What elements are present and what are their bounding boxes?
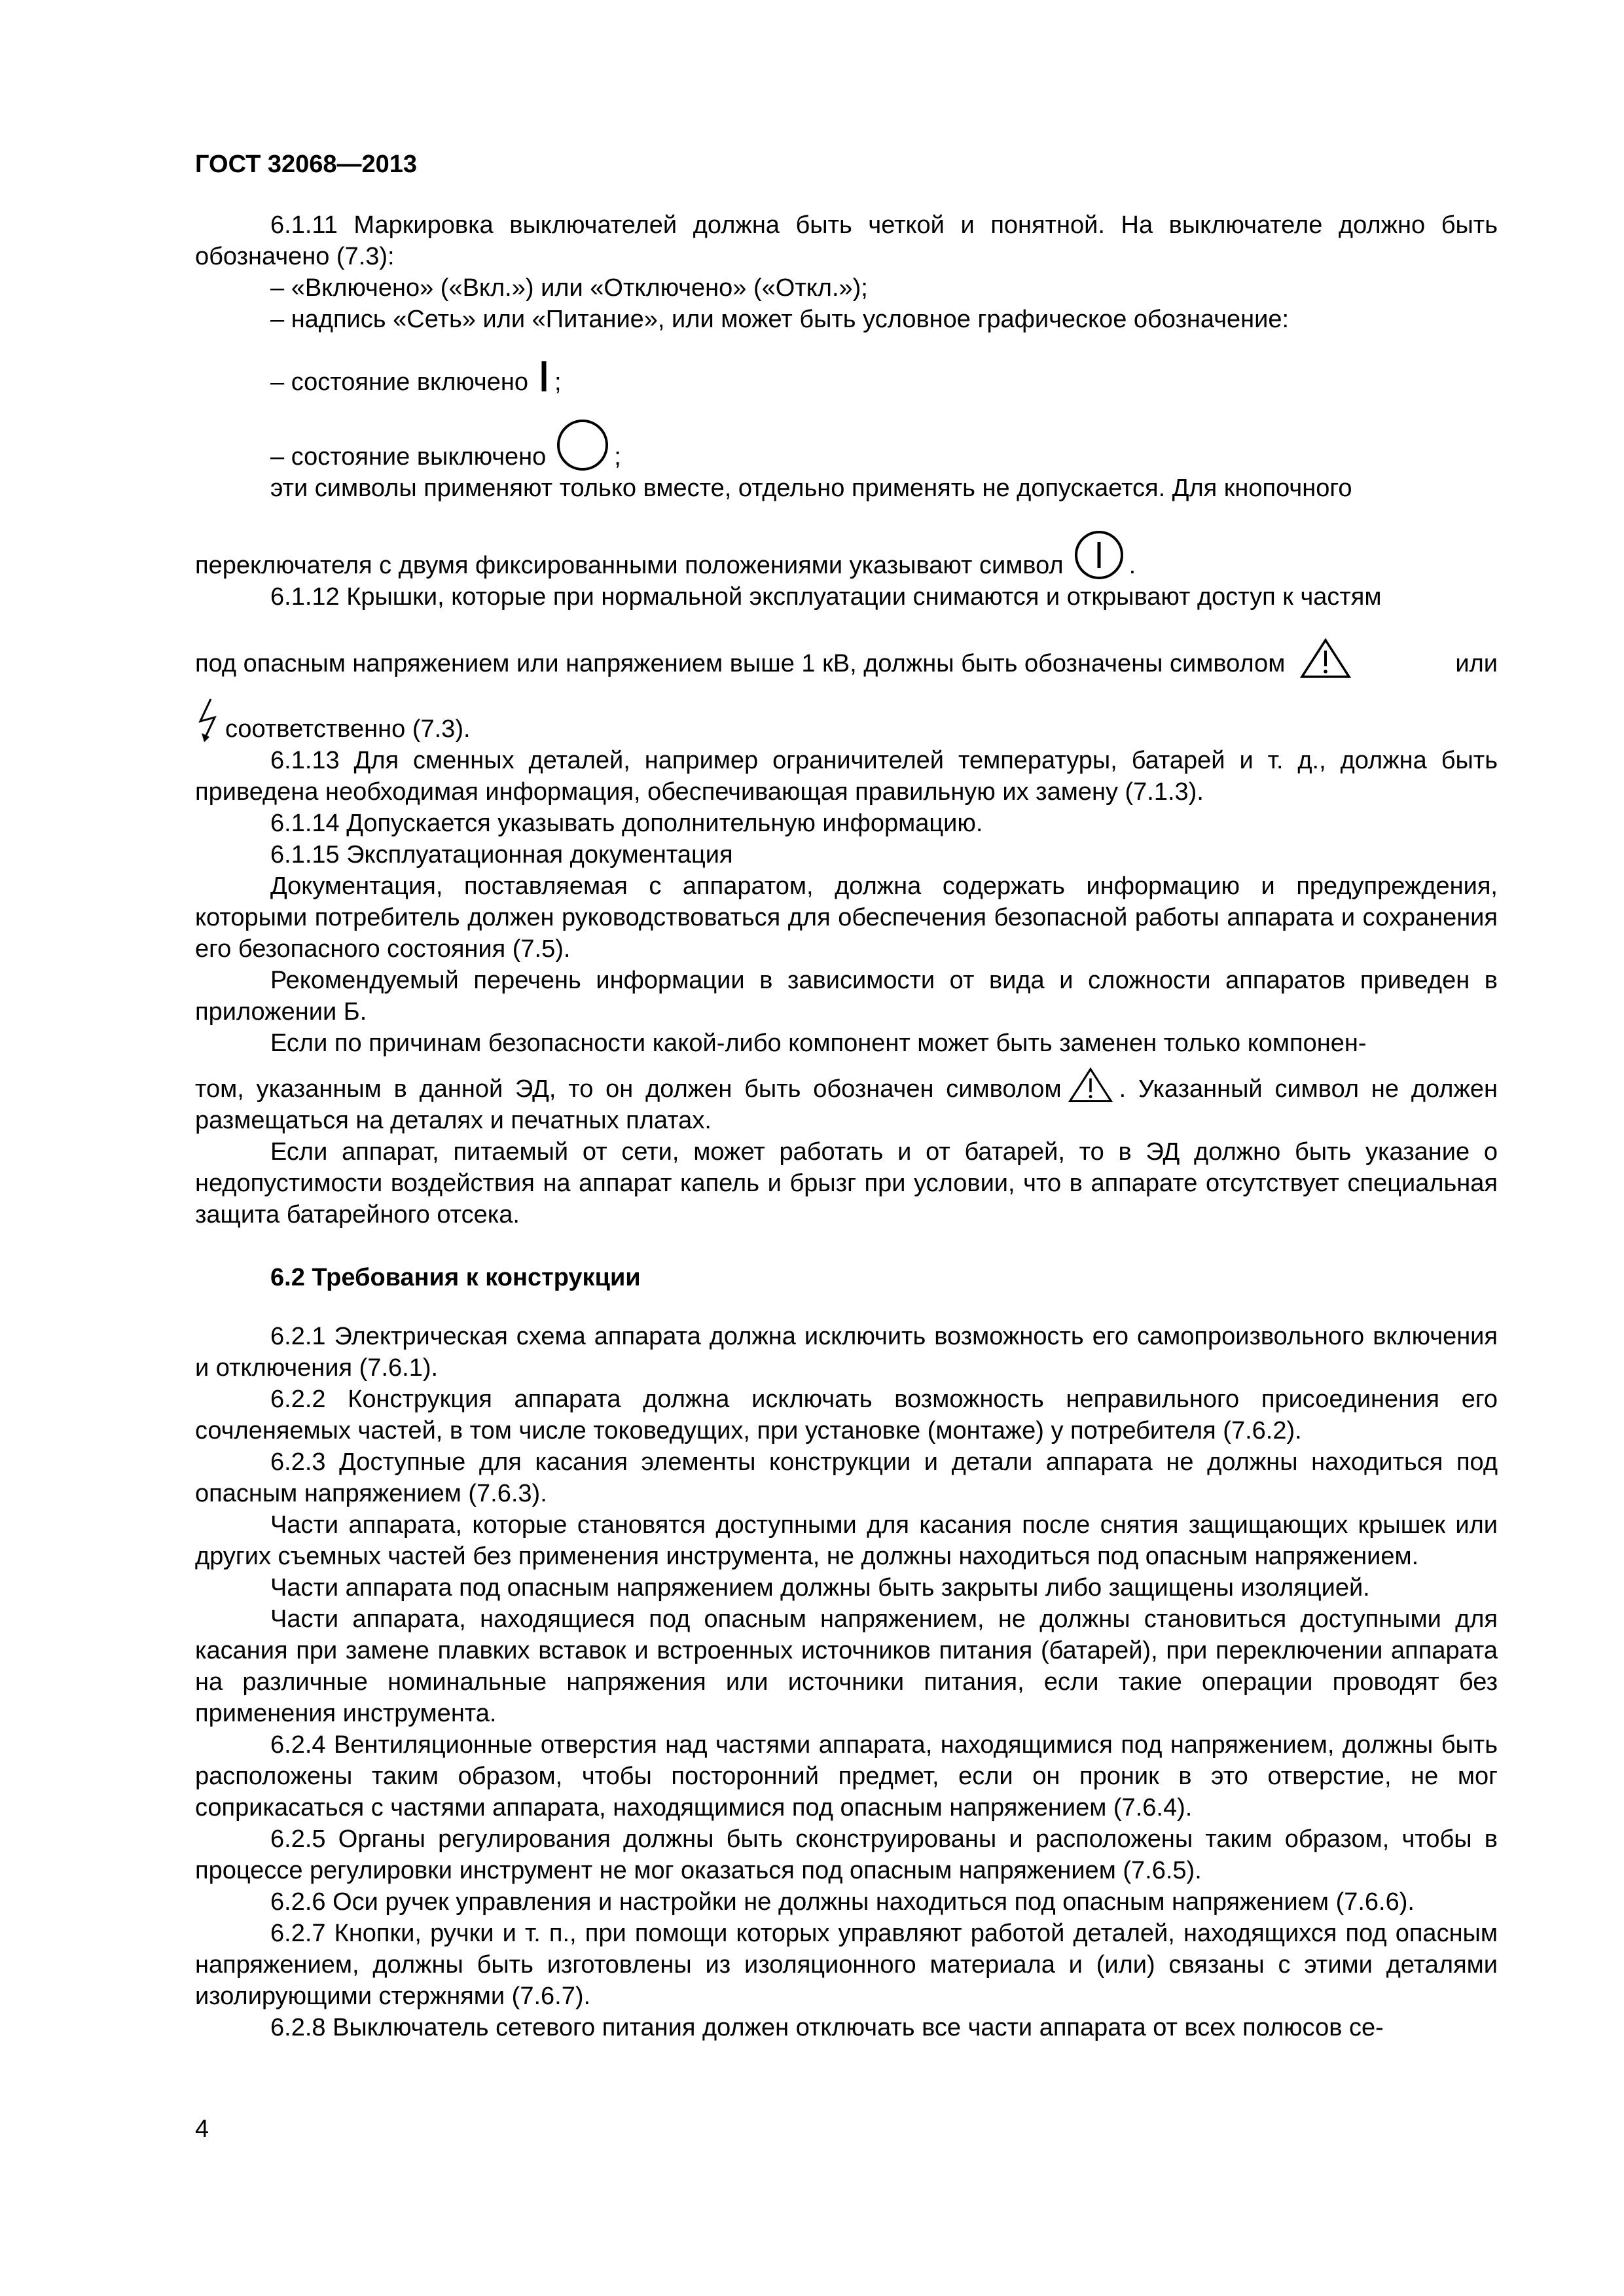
warning-triangle-icon: [1299, 637, 1352, 679]
state-off-line: [195, 418, 1498, 473]
clause-6-1-12-line2: [195, 637, 1498, 679]
documentation-paragraph-4: Если аппарат, питаемый от сети, может работать и от батарей, то в ЭД должно быть указание о недопустимости воздействия на аппарат капель и брызг при условии, что в аппарате отсутствует специальная защита батарейного отсека.: [195, 1138, 1498, 1229]
state-on-line: [195, 359, 1498, 398]
documentation-paragraph-3-rest: [195, 1067, 1498, 1136]
page-number: 4: [195, 2115, 209, 2143]
power-on-symbol-icon: [537, 359, 550, 398]
dot: .: [1128, 552, 1136, 579]
clause-6-2-1: 6.2.1 Электрическая схема аппарата должна исключить возможность его самопроизвольного включения и отключения (7.6.1).: [195, 1323, 1498, 1382]
clause-6-2-3-c: Части аппарата под опасным напряжением должны быть закрыты либо защищены изоляцией.: [270, 1574, 1370, 1602]
clause-6-1-12-line2-text: под опасным напряжением или напряжением выше 1 кВ, должны быть обозначены символом: [195, 650, 1286, 677]
clause-6-2-2: 6.2.2 Конструкция аппарата должна исключать возможность неправильного присоединения его сочленяемых частей, в том числе токоведущих, при установке (монтаже) у потребителя (7.6.2).: [195, 1386, 1498, 1444]
clause-6-2-3: 6.2.3 Доступные для касания элементы конструкции и детали аппарата не должны находиться под опасным напряжением (7.6.3).: [195, 1448, 1498, 1507]
documentation-paragraph-1: Документация, поставляемая с аппаратом, должна содержать информацию и предупреждения, которыми потребитель должен руководствоваться для обеспечения безопасной работы аппарата и сохранения его безопасного состояния (7.5).: [195, 872, 1498, 963]
clause-6-1-14: 6.1.14 Допускается указывать дополнительную информацию.: [270, 810, 983, 837]
state-on-label: – состояние включено: [270, 368, 528, 396]
clause-6-1-11: 6.1.11 Маркировка выключателей должна быть четкой и понятной. На выключателе должно быть обозначено (7.3):: [195, 211, 1498, 270]
clause-6-2-3-d: Части аппарата, находящиеся под опасным напряжением, не должны становиться доступными для касания при замене плавких вставок и встроенных источников питания (батарей), при переключении аппарата на различные номинальные напряжения или источники питания, если такие операции проводят без применения инструмента.: [195, 1605, 1498, 1727]
semicolon: ;: [554, 368, 562, 396]
high-voltage-lightning-icon: [195, 696, 221, 745]
clause-6-2-7: 6.2.7 Кнопки, ручки и т. п., при помощи которых управляют работой деталей, находящихся под опасным напряжением, должны быть изготовлены из изоляционного материала и (или) связаны с этими деталями изолирующими стержнями (7.6.7).: [195, 1920, 1498, 2010]
clause-6-1-12: 6.1.12 Крышки, которые при нормальной эксплуатации снимаются и открывают доступ к частям: [270, 583, 1382, 611]
page-content: [195, 209, 1498, 2043]
clause-6-1-12-line3: [195, 696, 1498, 745]
section-title-6-2: 6.2 Требования к конструкции: [270, 1264, 641, 1291]
clause-6-2-8: 6.2.8 Выключатель сетевого питания должен отключать все части аппарата от всех полюсов се-: [270, 2014, 1384, 2041]
documentation-paragraph-3-line2a: том, указанным в данной ЭД, то он должен быть обозначен символом: [195, 1075, 1062, 1103]
push-button-line: [195, 529, 1498, 581]
document-header: ГОСТ 32068—2013: [195, 151, 418, 178]
clause-6-2-5: 6.2.5 Органы регулирования должны быть сконструированы и расположены таким образом, чтобы в процессе регулировки инструмент не мог оказаться под опасным напряжением (7.6.5).: [195, 1825, 1498, 1884]
power-off-symbol-icon: [555, 418, 610, 473]
clause-6-1-13: 6.1.13 Для сменных деталей, например ограничителей температуры, батарей и т. д., должна быть приведена необходимая информация, обеспечивающая правильную их замену (7.1.3).: [195, 747, 1498, 806]
documentation-paragraph-3-line2b: . Указанный символ не должен размещаться на деталях и печатных платах.: [195, 1075, 1498, 1134]
symbols-note: эти символы применяют только вместе, отдельно применять не допускается. Для кнопочного: [270, 475, 1352, 502]
list-item-network: – надпись «Сеть» или «Питание», или может быть условное графическое обозначение:: [270, 306, 1290, 333]
list-item-on-off: – «Включено» («Вкл.») или «Отключено» («Откл.»);: [270, 274, 868, 302]
push-button-text: переключателя с двумя фиксированными положениями указывают символ: [195, 552, 1064, 579]
clause-6-2-3-b: Части аппарата, которые становятся доступными для касания после снятия защищающих крышек или других съемных частей без применения инструмента, не должны находиться под опасным напряжением.: [195, 1511, 1498, 1570]
clause-6-2-6: 6.2.6 Оси ручек управления и настройки не должны находиться под опасным напряжением (7.6.6).: [270, 1888, 1415, 1916]
documentation-paragraph-2: Рекомендуемый перечень информации в зависимости от вида и сложности аппаратов приведен в приложении Б.: [195, 967, 1498, 1026]
or-text: или: [1455, 650, 1498, 677]
clause-6-1-12-line3-text: соответственно (7.3).: [225, 715, 471, 743]
documentation-paragraph-3-line1: Если по причинам безопасности какой-либо компонент может быть заменен только компонен-: [270, 1030, 1367, 1057]
state-off-label: – состояние выключено: [270, 443, 547, 471]
clause-6-1-15: 6.1.15 Эксплуатационная документация: [270, 841, 733, 869]
clause-6-2-4: 6.2.4 Вентиляционные отверстия над частями аппарата, находящимися под напряжением, должны быть расположены таким образом, чтобы посторонний предмет, если он проник в это отверстие, не мог соприкасаться с частями аппарата, находящимися под опасным напряжением (7.6.4).: [195, 1731, 1498, 1821]
warning-triangle-icon: [1067, 1067, 1114, 1103]
push-button-symbol-icon: [1073, 529, 1125, 581]
semicolon: ;: [614, 443, 621, 471]
